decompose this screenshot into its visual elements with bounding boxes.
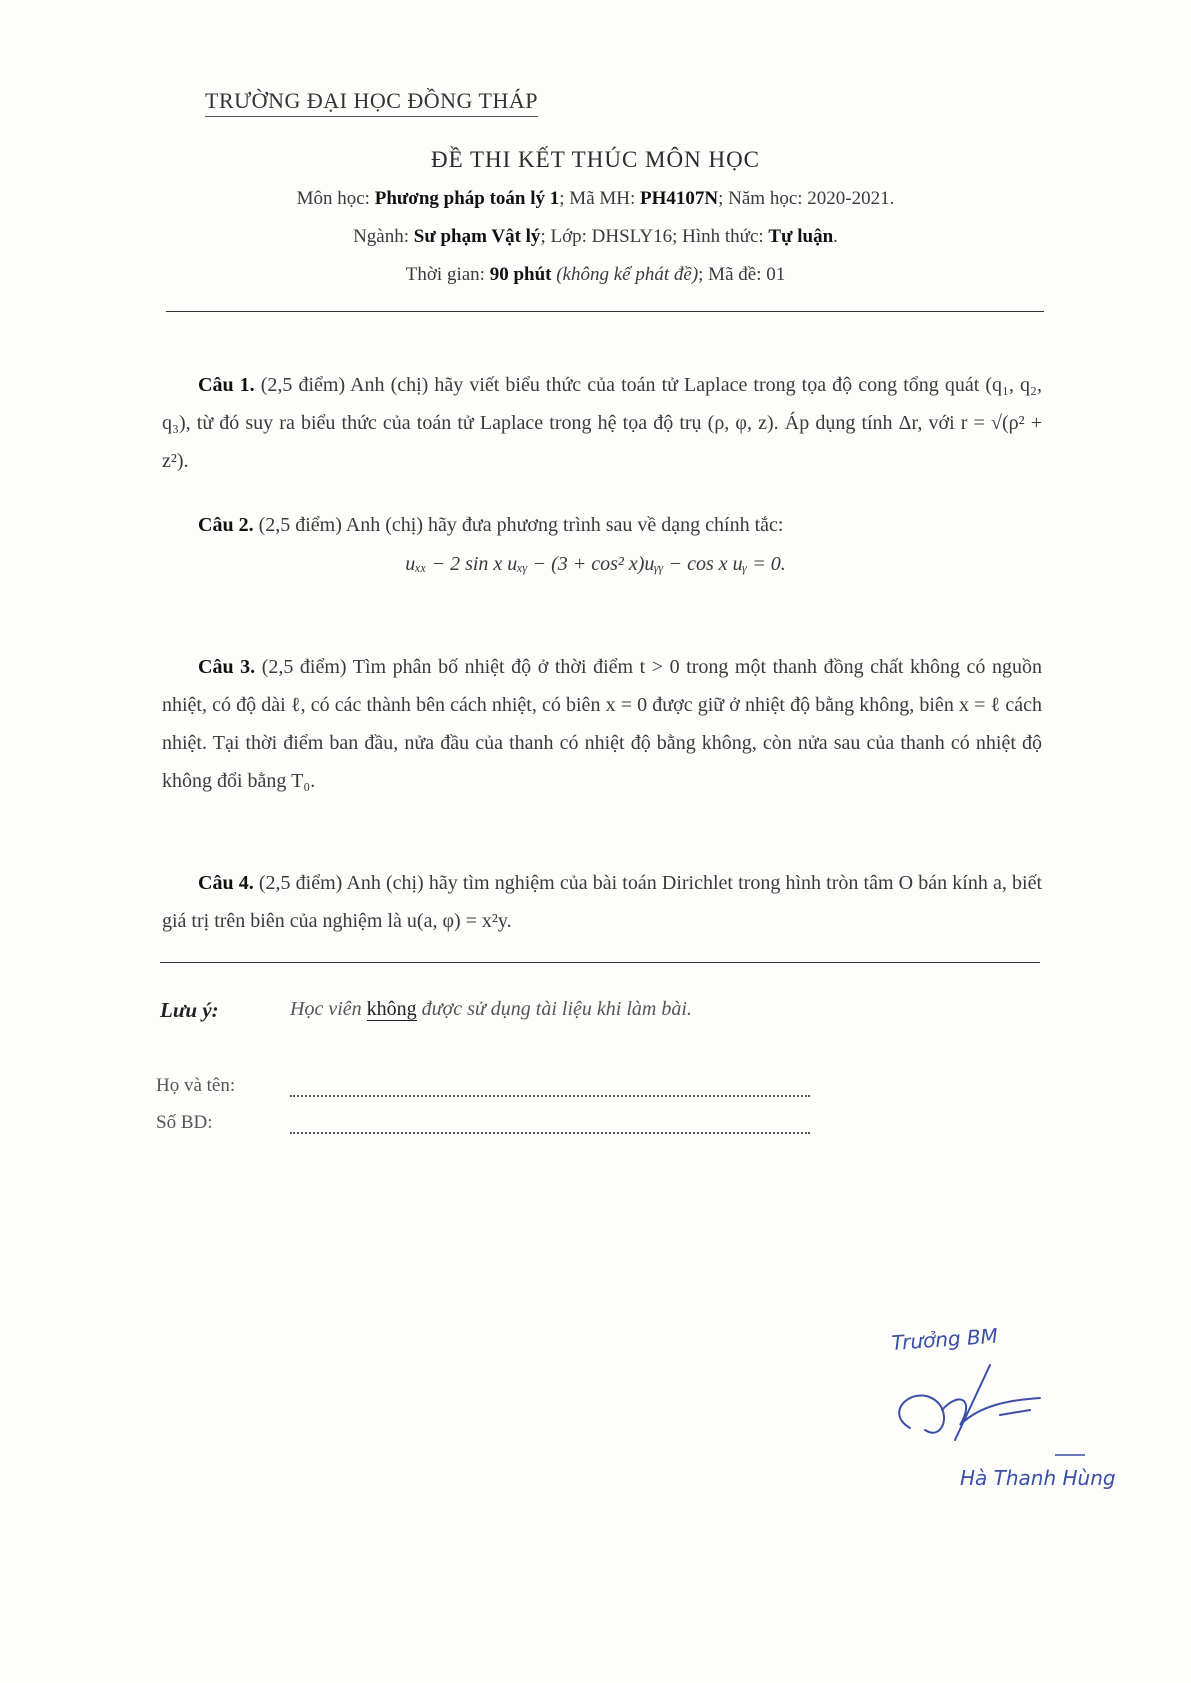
time-note: (không kể phát đề) (556, 264, 699, 285)
question-2-label: Câu 2. (198, 514, 254, 536)
questions-divider (160, 962, 1040, 963)
note-text-end: được sử dụng tài liệu khi làm bài. (416, 998, 692, 1020)
id-field-label: Số BD: (156, 1112, 213, 1133)
course-code: PH4107N (640, 188, 719, 209)
course-label: Môn học: (296, 188, 375, 209)
exam-title: ĐỀ THI KẾT THÚC MÔN HỌC (430, 147, 761, 172)
exam-code: ; Mã đề: 01 (698, 264, 786, 285)
note-text (290, 998, 692, 1021)
question-3-text: (2,5 điểm) Tìm phân bố nhiệt độ ở thời điểm t > 0 trong một thanh đồng chất không có nguồn nhiệt, có độ dài ℓ, có các thành bên cách nhiệt, có biên x = 0 được giữ ở nhiệt độ bằng không, biên x = ℓ cách nhiệt. Tại thời điểm ban đầu, nửa đầu của thanh có nhiệt độ bằng không, còn nửa sau của thanh có nhiệt độ không đổi bằng T₀. (162, 656, 1042, 792)
name-field-dots (290, 1095, 810, 1097)
signature-title: Trưởng BM (890, 1323, 999, 1355)
time-info-line (0, 264, 1191, 286)
question-2-formula: uₓₓ − 2 sin x uₓᵧ − (3 + cos² x)uᵧᵧ − cos x uᵧ = 0. (405, 553, 786, 575)
time-value: 90 phút (489, 264, 552, 285)
major-name: Sư phạm Vật lý (413, 226, 541, 247)
question-4 (162, 864, 1042, 940)
signature (880, 1310, 1120, 1500)
signature-scribble (899, 1365, 1040, 1440)
id-field-dots (290, 1132, 810, 1134)
question-2 (162, 506, 1042, 544)
name-field-label: Họ và tên: (156, 1075, 236, 1096)
note-text-start: Học viên (290, 998, 367, 1020)
exam-format: Tự luận (768, 226, 834, 247)
question-1 (162, 366, 1042, 480)
note-label: Lưu ý: (160, 998, 219, 1022)
major-label: Ngành: (353, 226, 414, 247)
university-name: TRƯỜNG ĐẠI HỌC ĐỒNG THÁP (205, 88, 538, 117)
period: . (833, 226, 838, 247)
question-4-label: Câu 4. (198, 872, 254, 894)
course-name: Phương pháp toán lý 1 (374, 188, 560, 209)
question-1-text: (2,5 điểm) Anh (chị) hãy viết biểu thức của toán tử Laplace trong tọa độ cong tổng quát (q₁, q₂, q₃), từ đó suy ra biểu thức của toán tử Laplace trong hệ tọa độ trụ (ρ, φ, z). Áp dụng tính Δr, với r = √(ρ² + z²). (162, 374, 1043, 472)
header-divider (166, 311, 1044, 312)
signer-name: Hà Thanh Hùng (960, 1466, 1116, 1490)
question-1-label: Câu 1. (198, 374, 255, 396)
question-2-text: (2,5 điểm) Anh (chị) hãy đưa phương trình sau về dạng chính tắc: (258, 514, 784, 536)
time-label: Thời gian: (405, 264, 490, 285)
major-info-line (0, 226, 1191, 248)
class-info: ; Lớp: DHSLY16; Hình thức: (540, 226, 769, 247)
note-underlined-word: không (366, 998, 417, 1020)
course-code-label: ; Mã MH: (559, 188, 641, 209)
course-info-line (0, 188, 1191, 210)
school-year: ; Năm học: 2020-2021. (718, 188, 895, 209)
question-4-text: (2,5 điểm) Anh (chị) hãy tìm nghiệm của bài toán Dirichlet trong hình tròn tâm O bán kính a, biết giá trị trên biên của nghiệm là u(a, φ) = x²y. (162, 872, 1043, 932)
question-3 (162, 648, 1042, 800)
question-3-label: Câu 3. (198, 656, 256, 678)
